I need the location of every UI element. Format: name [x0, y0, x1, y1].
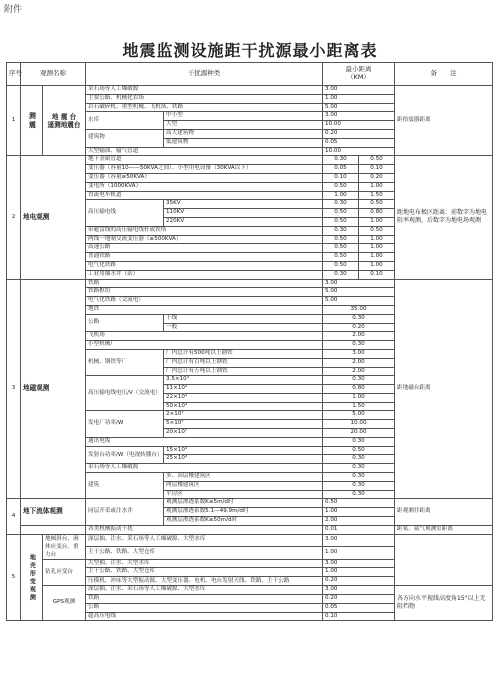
- source-cell: 变电所（1000KVA）: [86, 182, 323, 191]
- distance-cell: 0.30: [323, 270, 359, 279]
- source-cell: 深层抽、注水、采石场等人工爆破源、大型水库: [86, 534, 323, 547]
- source-cell: 同层开采或注水井: [86, 499, 164, 525]
- group-subname: 地 震 台 遥测地震台: [43, 86, 86, 156]
- sub-cell: 中小型: [164, 112, 323, 121]
- distance-cell: 0.20: [323, 323, 395, 332]
- obs-cell: GPS观测: [43, 586, 86, 621]
- distance-cell: 5.00: [323, 297, 395, 306]
- distance-cell: 3.00: [323, 559, 395, 568]
- group-name: 地磁观测: [21, 279, 86, 499]
- distance-cell: 1.00: [359, 253, 395, 262]
- source-cell: 压模机、冲床等大型振动源、大型变压器、电机、电台发射天线、铁路、主干公路: [86, 577, 323, 586]
- source-cell: 公路: [86, 603, 323, 612]
- distance-cell: 0.30: [323, 226, 359, 235]
- distance-cell: 0.20: [323, 577, 395, 586]
- distance-cell: 0.05: [323, 165, 359, 174]
- sub-cell: 35KV: [164, 200, 323, 209]
- group-name: 地壳形变观测: [21, 534, 43, 621]
- distance-cell: 0.20: [359, 173, 395, 182]
- distance-cell: 0.01: [323, 525, 395, 534]
- source-cell: 水库: [86, 112, 164, 130]
- source-cell: 飞机场: [86, 332, 323, 341]
- source-cell: 各类机械振动干扰: [86, 525, 323, 534]
- table-row: [7, 534, 493, 547]
- distance-cell: 0.10: [323, 612, 395, 621]
- distance-cell: 1.00: [359, 244, 395, 253]
- distance-cell: 0.05: [323, 603, 395, 612]
- distance-cell: 0.30: [323, 314, 395, 323]
- sub-cell: 观测层渗透系数5.1—49.9m/d时: [164, 508, 323, 517]
- distance-cell: 10.00: [323, 420, 395, 429]
- source-cell: 铁路枢纽: [86, 288, 323, 297]
- group-remark: 各方向水平视线高度角15°以上无阻挡物: [395, 586, 493, 621]
- distance-table: [6, 62, 493, 621]
- distance-cell: 0.50: [323, 182, 359, 191]
- sub-cell: 干线: [164, 314, 323, 323]
- source-cell: 主干公路、铁路、大型仓库: [86, 547, 323, 560]
- distance-cell: 0.20: [323, 129, 395, 138]
- sub-cell: 3.5×10⁴: [164, 376, 323, 385]
- distance-cell: 5.00: [323, 288, 395, 297]
- sub-cell: 22×10⁴: [164, 393, 323, 402]
- sub-cell: 15×10⁴: [164, 446, 323, 455]
- group-number: 2: [7, 156, 21, 279]
- distance-cell: 3.00: [323, 586, 395, 595]
- distance-cell: 0.10: [323, 173, 359, 182]
- sub-cell: 20×10⁷: [164, 429, 323, 438]
- source-cell: 电气化铁路（交流电）: [86, 297, 323, 306]
- sub-cell: 5×10⁷: [164, 420, 323, 429]
- group-number: 3: [7, 279, 21, 499]
- distance-cell: 3.00: [323, 534, 395, 547]
- sub-cell: 50×10⁴: [164, 402, 323, 411]
- group-remark: 距拾震器距离: [395, 86, 493, 156]
- distance-cell: 0.30: [323, 156, 359, 165]
- distance-cell: 20.00: [323, 429, 395, 438]
- distance-cell: 10.00: [323, 121, 395, 130]
- group-number: 1: [7, 86, 21, 156]
- sub-cell: 25×10⁴: [164, 455, 323, 464]
- source-cell: 公路: [86, 314, 164, 332]
- sub-cell: 观测层渗透系数K≥50m/d时: [164, 517, 323, 526]
- distance-cell: 1.50: [359, 191, 395, 200]
- header-row: [7, 63, 493, 86]
- source-cell: 机械、钢铁等厂: [86, 349, 164, 375]
- distance-cell: 0.50: [359, 226, 395, 235]
- distance-cell: 0.50: [323, 235, 359, 244]
- source-cell: 变压器（容量≥50KVA）: [86, 173, 323, 182]
- group-name: 地下流体观测: [21, 499, 86, 525]
- table-row: [7, 586, 493, 595]
- distance-cell: 1.00: [323, 568, 395, 577]
- col-seq: 序号: [7, 63, 21, 86]
- group-name: 地电观测: [21, 156, 86, 279]
- sub-cell: 2×10⁷: [164, 411, 323, 420]
- source-cell: 带避雷线的高压输电线杆或铁塔: [86, 226, 323, 235]
- distance-cell: 1.00: [323, 508, 395, 517]
- source-cell: 直流电车轨道: [86, 191, 323, 200]
- group-number: 5: [7, 534, 21, 621]
- distance-cell: 0.30: [323, 481, 395, 490]
- source-cell: 大型输油、输气管道: [86, 147, 323, 156]
- sub-cell: 11×10⁴: [164, 385, 323, 394]
- distance-cell: 1.50: [323, 402, 395, 411]
- distance-cell: 0.30: [323, 376, 395, 385]
- source-cell: 铁路: [86, 279, 323, 288]
- empty-cell: [21, 525, 86, 534]
- attachment-label: 附件: [4, 5, 23, 15]
- distance-cell: 0.30: [323, 341, 395, 350]
- source-cell: 地铁: [86, 305, 323, 314]
- obs-cell: 钻孔应变台: [43, 559, 86, 586]
- distance-cell: 0.30: [323, 437, 395, 446]
- col-source: 干扰源种类: [86, 63, 323, 86]
- distance-cell: 0.30: [323, 490, 395, 499]
- distance-cell: 3.00: [323, 279, 395, 288]
- sub-cell: 厂内总计有万吨以上钢铁: [164, 367, 323, 376]
- source-cell: 普通铁路: [86, 253, 323, 262]
- distance-cell: 0.50: [323, 499, 395, 508]
- col-distance-unit: （KM）: [347, 73, 370, 81]
- distance-cell: 2.00: [323, 332, 395, 341]
- distance-cell: 0.50: [323, 244, 359, 253]
- distance-cell: 2.00: [323, 367, 395, 376]
- distance-cell: 0.50: [359, 156, 395, 165]
- distance-cell: 3.00: [323, 349, 395, 358]
- sub-cell: 220KV: [164, 217, 323, 226]
- distance-cell: 3.00: [323, 86, 395, 95]
- distance-cell: 0.80: [359, 209, 395, 218]
- source-cell: 高压输电线: [86, 200, 164, 226]
- distance-cell: 0.50: [323, 446, 395, 455]
- table-row: [7, 156, 493, 165]
- distance-cell: 1.00: [359, 261, 395, 270]
- empty-remark: [395, 534, 493, 586]
- row-remark: 距氡、氦气观测室距离: [395, 525, 493, 534]
- distance-cell: 1.00: [359, 217, 395, 226]
- col-distance: [323, 63, 395, 86]
- table-row: [7, 279, 493, 288]
- group-remark: 距地磁台距离: [395, 279, 493, 499]
- distance-cell: 5.00: [323, 411, 395, 420]
- distance-cell: 0.30: [323, 455, 395, 464]
- sub-cell: 厂内总计有500吨以上钢铁: [164, 349, 323, 358]
- table-row: [7, 525, 493, 534]
- table-row: [7, 499, 493, 508]
- source-cell: 电气化铁路: [86, 261, 323, 270]
- source-cell: 两线一地制交流变压器（≥500KVA）: [86, 235, 323, 244]
- source-cell: 通讯电缆: [86, 437, 323, 446]
- source-cell: 深层抽、注水、采石场等人工爆破源、大型水库: [86, 586, 323, 595]
- distance-cell: 2.00: [323, 517, 395, 526]
- source-cell: 高压输电线电压/V（交流电）: [86, 376, 164, 411]
- sub-cell: 110KV: [164, 209, 323, 218]
- distance-cell: 0.50: [323, 261, 359, 270]
- source-cell: 铁路: [86, 595, 323, 604]
- source-cell: 小型机械厂: [86, 341, 323, 350]
- distance-cell: 2.00: [323, 358, 395, 367]
- source-cell: 建筑: [86, 473, 164, 499]
- distance-cell: 1.00: [323, 191, 359, 200]
- sub-cell: 低建筑物: [164, 138, 323, 147]
- sub-cell: 厂内总计有百吨以上钢铁: [164, 358, 323, 367]
- sub-cell: 高大建筑物: [164, 129, 323, 138]
- sub-cell: 两层楼建筑区: [164, 481, 323, 490]
- distance-cell: 1.00: [323, 94, 395, 103]
- distance-cell: 0.10: [359, 165, 395, 174]
- source-cell: 发电厂功率/W: [86, 411, 164, 437]
- source-cell: 地下金属管道: [86, 156, 323, 165]
- distance-cell: 0.05: [323, 138, 395, 147]
- distance-cell: 0.80: [323, 385, 395, 394]
- col-name: 观测名称: [21, 63, 86, 86]
- distance-cell: 0.20: [323, 595, 395, 604]
- distance-cell: 1.00: [359, 182, 395, 191]
- distance-cell: 3.00: [323, 112, 395, 121]
- sub-cell: 观测层渗透系数K≤5m/d时: [164, 499, 323, 508]
- group-remark: 距观测井距离: [395, 499, 493, 525]
- distance-cell: 5.00: [323, 103, 395, 112]
- source-cell: 采石场等人工爆破源: [86, 464, 323, 473]
- col-distance-label: 最小距离: [345, 65, 372, 74]
- source-cell: 变压器（容量10——50KVA之间）、小型用电设备（30KVA以下）: [86, 165, 323, 174]
- group-remark: 距地电布极区距离：前数字为地电阻率观测，后数字为地电场观测: [395, 156, 493, 279]
- distance-cell: 0.30: [323, 200, 359, 209]
- source-cell: 主干公路、铁路、大型仓库: [86, 568, 323, 577]
- distance-cell: 1.00: [323, 547, 395, 560]
- sub-cell: 一般: [164, 323, 323, 332]
- source-cell: 岩石破碎机、重型机械、飞机场、铁路: [86, 103, 323, 112]
- page-title: 地震监测设施距干扰源最小距离表: [122, 41, 378, 60]
- distance-cell: 1.00: [323, 393, 395, 402]
- distance-cell: 0.30: [323, 464, 395, 473]
- distance-cell: 0.50: [323, 253, 359, 262]
- sub-cell: 多、高层楼建筑区: [164, 473, 323, 482]
- distance-cell: 10.00: [323, 147, 395, 156]
- distance-cell: 0.50: [323, 217, 359, 226]
- source-cell: 大型抽、注水、大型水库: [86, 559, 323, 568]
- sub-cell: 平房区: [164, 490, 323, 499]
- obs-cell: 地倾斜台、洞体应变台、重力台: [43, 534, 86, 559]
- source-cell: 高速公路: [86, 244, 323, 253]
- source-cell: 采石场等人工爆破源: [86, 86, 323, 95]
- distance-cell: 0.50: [323, 209, 359, 218]
- source-cell: 超高压电线: [86, 612, 323, 621]
- table-row: [7, 86, 493, 95]
- source-cell: 发射台功率/W（电视转播台）: [86, 446, 164, 464]
- distance-cell: 0.50: [359, 200, 395, 209]
- group-name: 测震: [21, 86, 43, 156]
- source-cell: 主要公路、机械化农场: [86, 94, 323, 103]
- distance-cell: 1.00: [359, 235, 395, 244]
- distance-cell: 0.30: [323, 473, 395, 482]
- distance-cell: 0.10: [359, 270, 395, 279]
- distance-cell: 35.00: [323, 305, 395, 314]
- group-number: 4: [7, 499, 21, 534]
- col-remark: 备 注: [395, 63, 493, 86]
- sub-cell: 大型: [164, 121, 323, 130]
- source-cell: 工业用抽水井（站）: [86, 270, 323, 279]
- source-cell: 建筑物: [86, 129, 164, 147]
